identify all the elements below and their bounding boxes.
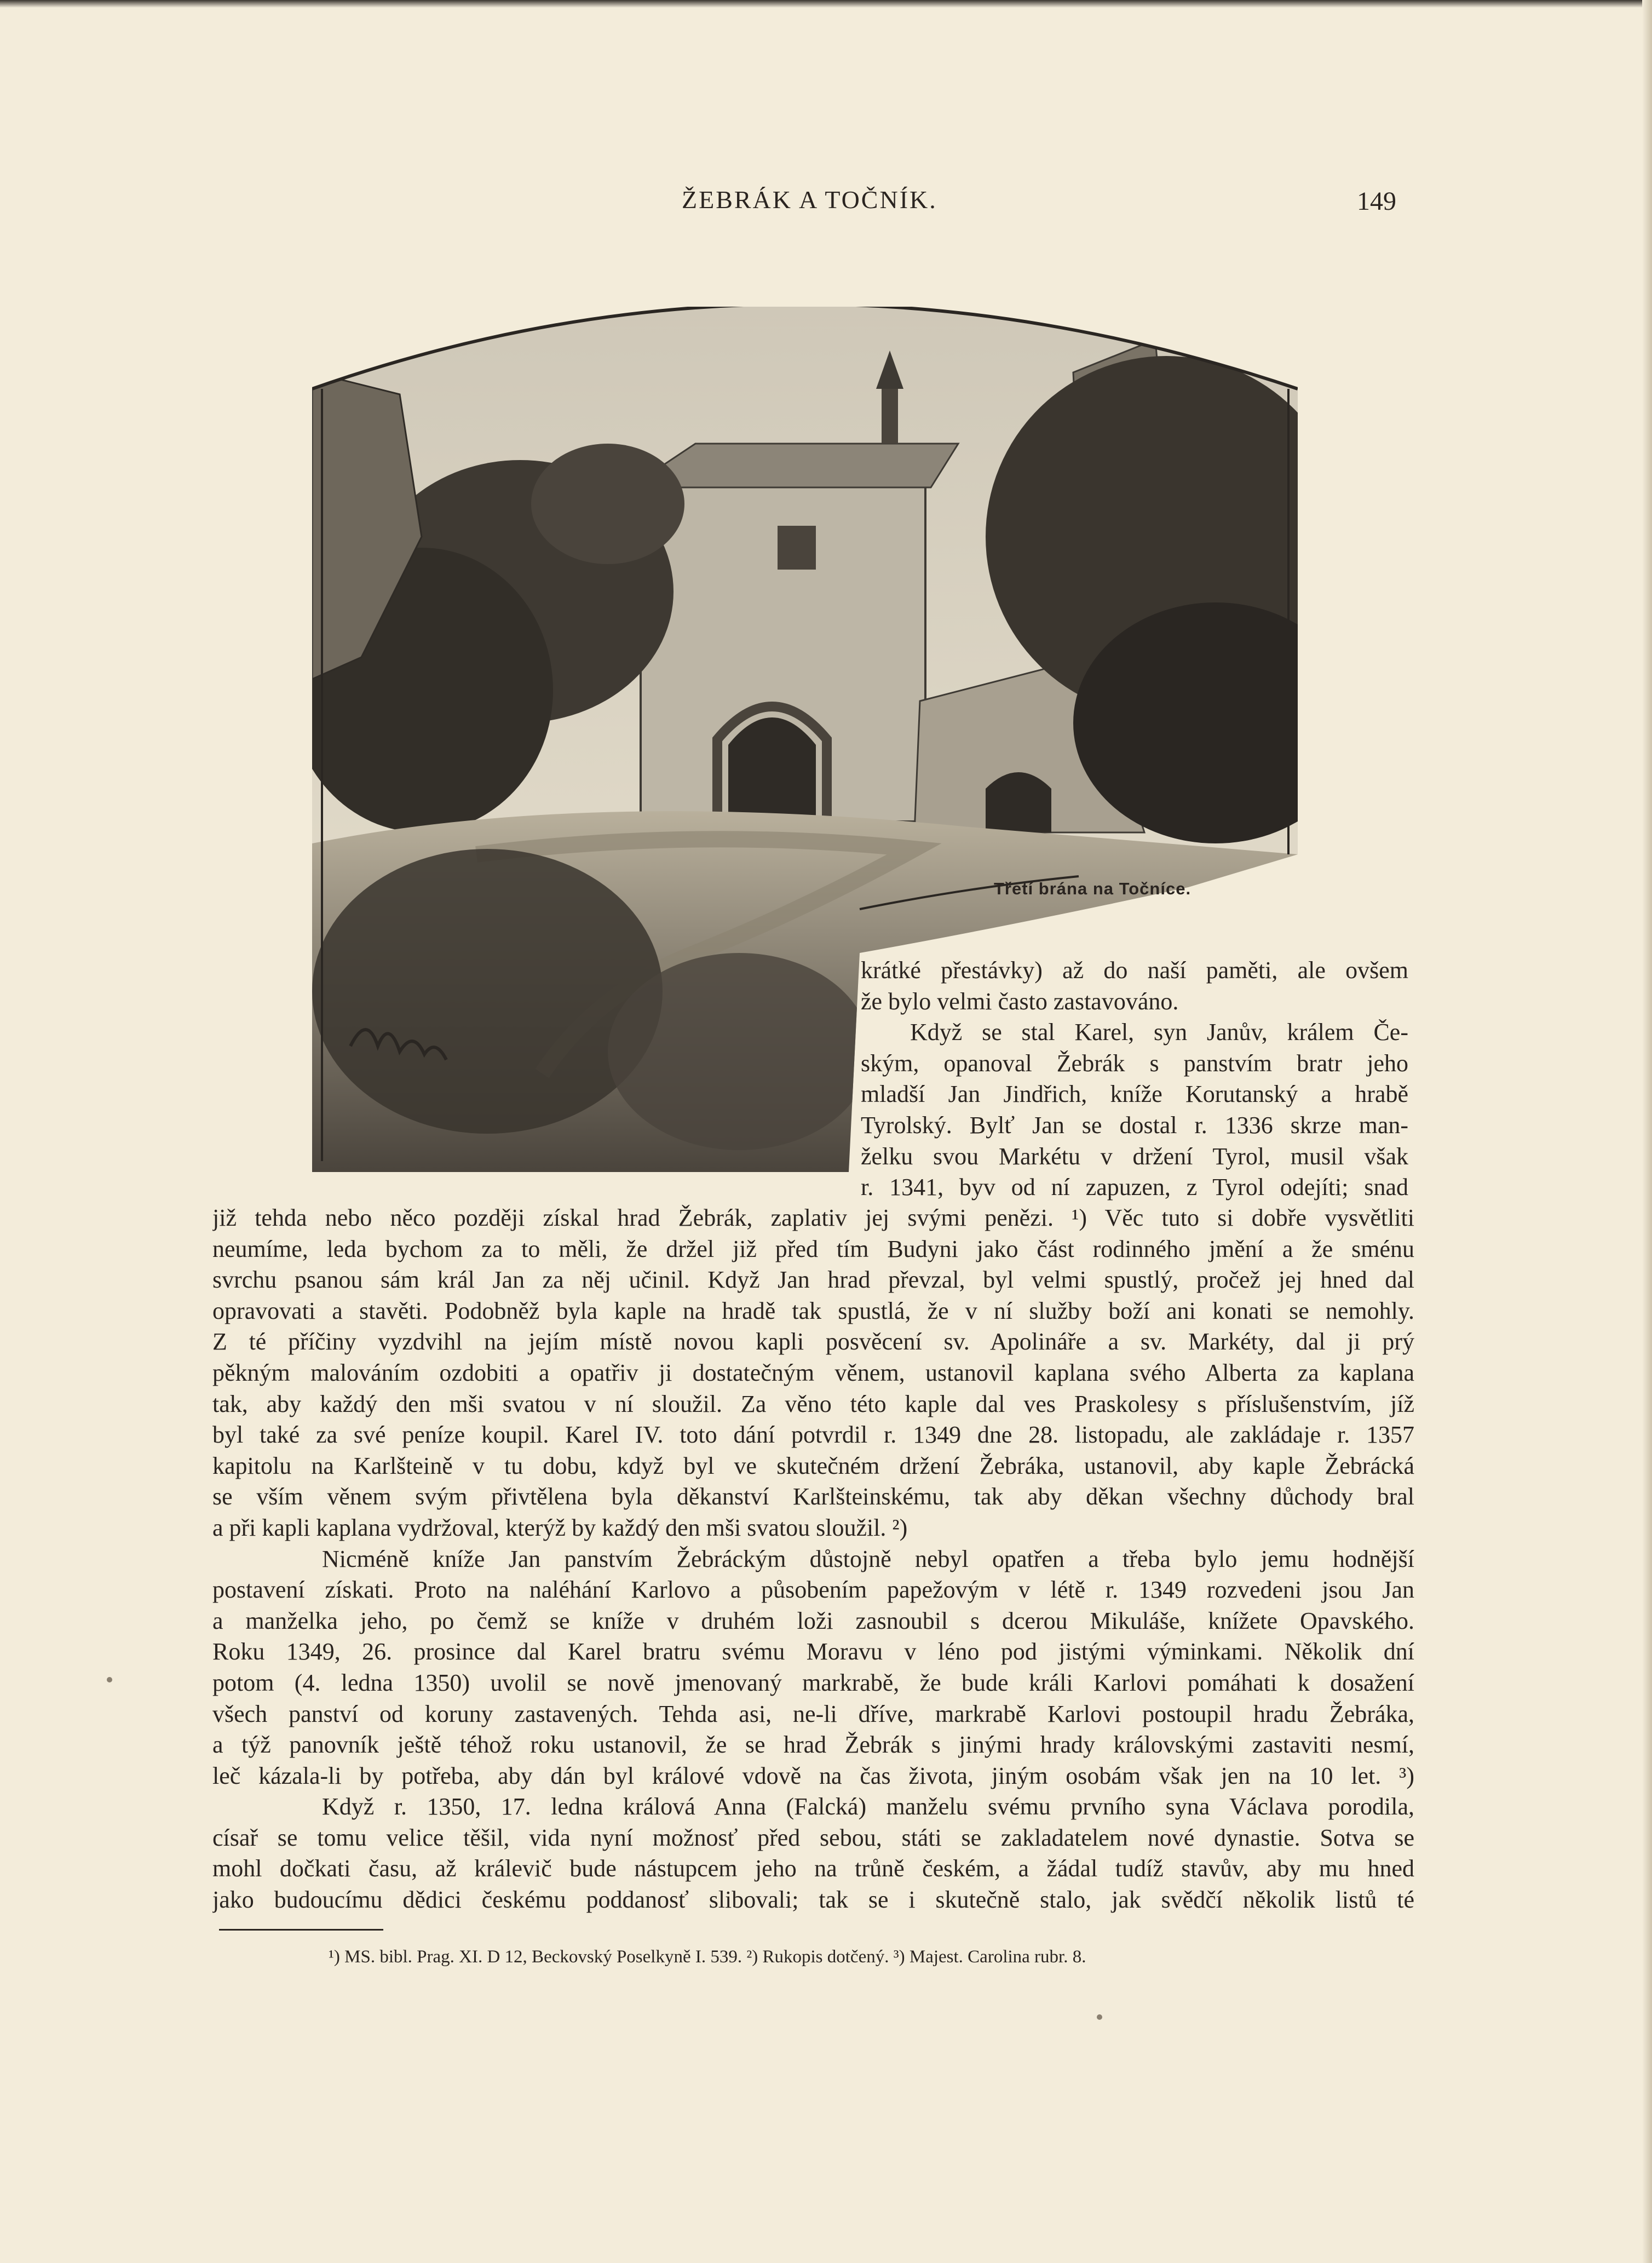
text-line: jako budoucímu dědici českému poddanosť slibovali; tak se i skutečně stalo, jak svědčí několik listů té xyxy=(212,1886,1414,1914)
text-line: želku svou Markétu v držení Tyrol, musil však xyxy=(861,1142,1408,1170)
text-line: Když se stal Karel, syn Janův, králem Če- xyxy=(910,1019,1408,1046)
footnotes: ¹) MS. bibl. Prag. XI. D 12, Beckovský Poselkyně I. 539. ²) Rukopis dotčený. ³) Majest. Carolina rubr. 8. xyxy=(329,1947,1086,1967)
text-line: že bylo velmi často zastavováno. xyxy=(861,987,1179,1015)
running-title: ŽEBRÁK A TOČNÍK. xyxy=(682,186,937,214)
body-text-wide xyxy=(212,1203,1414,1916)
text-line: kapitolu na Karlšteině v tu dobu, když byl ve skutečném držení Žebráka, ustanovil, aby kaple Žebrácká xyxy=(212,1452,1414,1479)
text-line: ským, opanoval Žebrák s panstvím bratr jeho xyxy=(861,1049,1408,1077)
text-line: opravovati a stavěti. Podobněž byla kaple na hradě tak spustlá, že v ní služby boží ani konati se nemohly. xyxy=(212,1297,1414,1324)
text-line: císař se tomu velice těšil, vida nyní možnosť před sebou, státi se zakladatelem nové dynastie. Sotva se xyxy=(212,1824,1414,1851)
text-line: krátké přestávky) až do naší paměti, ale ovšem xyxy=(861,957,1408,984)
text-line: neumíme, leda bychom za to měli, že držel již před tím Budyni jako část rodinného jmění a že sménu xyxy=(212,1235,1414,1262)
text-line: Z té příčiny vyzdvihl na jejím místě novou kapli posvěcení sv. Apolináře a sv. Markéty, dal ji prý xyxy=(212,1328,1414,1355)
text-line: tak, aby každý den mši svatou v ní sloužil. Za věno této kaple dal ves Praskolesy s příslušenstvím, jíž xyxy=(212,1390,1414,1417)
text-line: a manželka jeho, po čemž se kníže v druhém loži zasnoubil s dcerou Mikuláše, knížete Opavského. xyxy=(212,1607,1414,1634)
scan-speck xyxy=(107,1677,112,1682)
text-line: Roku 1349, 26. prosince dal Karel bratru svému Moravu v léno pod jistými výminkami. Několik dní xyxy=(212,1638,1414,1665)
text-line: mohl dočkati času, až králevič bude nástupcem jeho na trůně českém, a žádal tudíž stavův, aby mu hned xyxy=(212,1855,1414,1882)
footnote-rule xyxy=(219,1929,383,1931)
text-line: všech panství od koruny zastavených. Tehda asi, ne-li dříve, markrabě Karlovi postoupil hradu Žebráka, xyxy=(212,1700,1414,1727)
text-line: mladší Jan Jindřich, kníže Korutanský a hrabě xyxy=(861,1081,1408,1108)
text-line: Tyrolský. Bylť Jan se dostal r. 1336 skrze man- xyxy=(861,1111,1408,1139)
body-text-narrow xyxy=(861,955,1408,1203)
scan-speck xyxy=(1097,2014,1102,2020)
text-line: Nicméně kníže Jan panstvím Žebráckým důstojně nebyl opatřen a třeba bylo jemu hodnější xyxy=(322,1545,1414,1572)
scan-edge-right xyxy=(1642,0,1652,2263)
text-line: postavení získati. Proto na naléhání Karlovo a působením papežovým v létě r. 1349 rozvedeni jsou Jan xyxy=(212,1576,1414,1604)
text-line: se vším věnem svým přivtělena byla děkanství Karlšteinskému, tak aby děkan všechny důchody bral xyxy=(212,1483,1414,1510)
text-line: Když r. 1350, 17. ledna králová Anna (Falcká) manželu svému prvního syna Václava porodila, xyxy=(322,1793,1414,1820)
figure-caption: Třetí brána na Točníce. xyxy=(994,879,1191,898)
text-line: svrchu psanou sám král Jan za něj učinil. Když Jan hrad převzal, byl velmi spustlý, pročež jej hned dal xyxy=(212,1266,1414,1294)
text-line: a týž panovník ještě téhož roku ustanovil, že se hrad Žebrák s jinými hrady královskými zastaviti nesmí, xyxy=(212,1731,1414,1759)
page-number: 149 xyxy=(1357,187,1396,216)
text-line: leč kázala-li by potřeba, aby dán byl králové vdově na čas života, jiným osobám však jen na 10 let. ³) xyxy=(212,1762,1414,1789)
text-line: potom (4. ledna 1350) uvolil se nově jmenovaný markrabě, že bude králi Karlovi pomáhati k dosažení xyxy=(212,1669,1414,1696)
text-line: a při kapli kaplana vydržoval, kterýž by každý den mši svatou sloužil. ²) xyxy=(212,1514,908,1541)
scan-edge-top xyxy=(0,0,1652,8)
text-line: již tehda nebo něco později získal hrad Žebrák, zaplativ jej svými penězi. ¹) Věc tuto si dobře vysvětliti xyxy=(212,1204,1414,1231)
text-line: pěkným malováním ozdobiti a opatřiv ji dostatečným věnem, ustanovil kaplana svého Alberta za kaplana xyxy=(212,1359,1414,1386)
text-line: byl také za své peníze koupil. Karel IV. toto dání potvrdil r. 1349 dne 28. listopadu, ale zakládaje r. 1357 xyxy=(212,1421,1414,1449)
text-line: r. 1341, byv od ní zapuzen, z Tyrol odejíti; snad xyxy=(861,1174,1408,1201)
